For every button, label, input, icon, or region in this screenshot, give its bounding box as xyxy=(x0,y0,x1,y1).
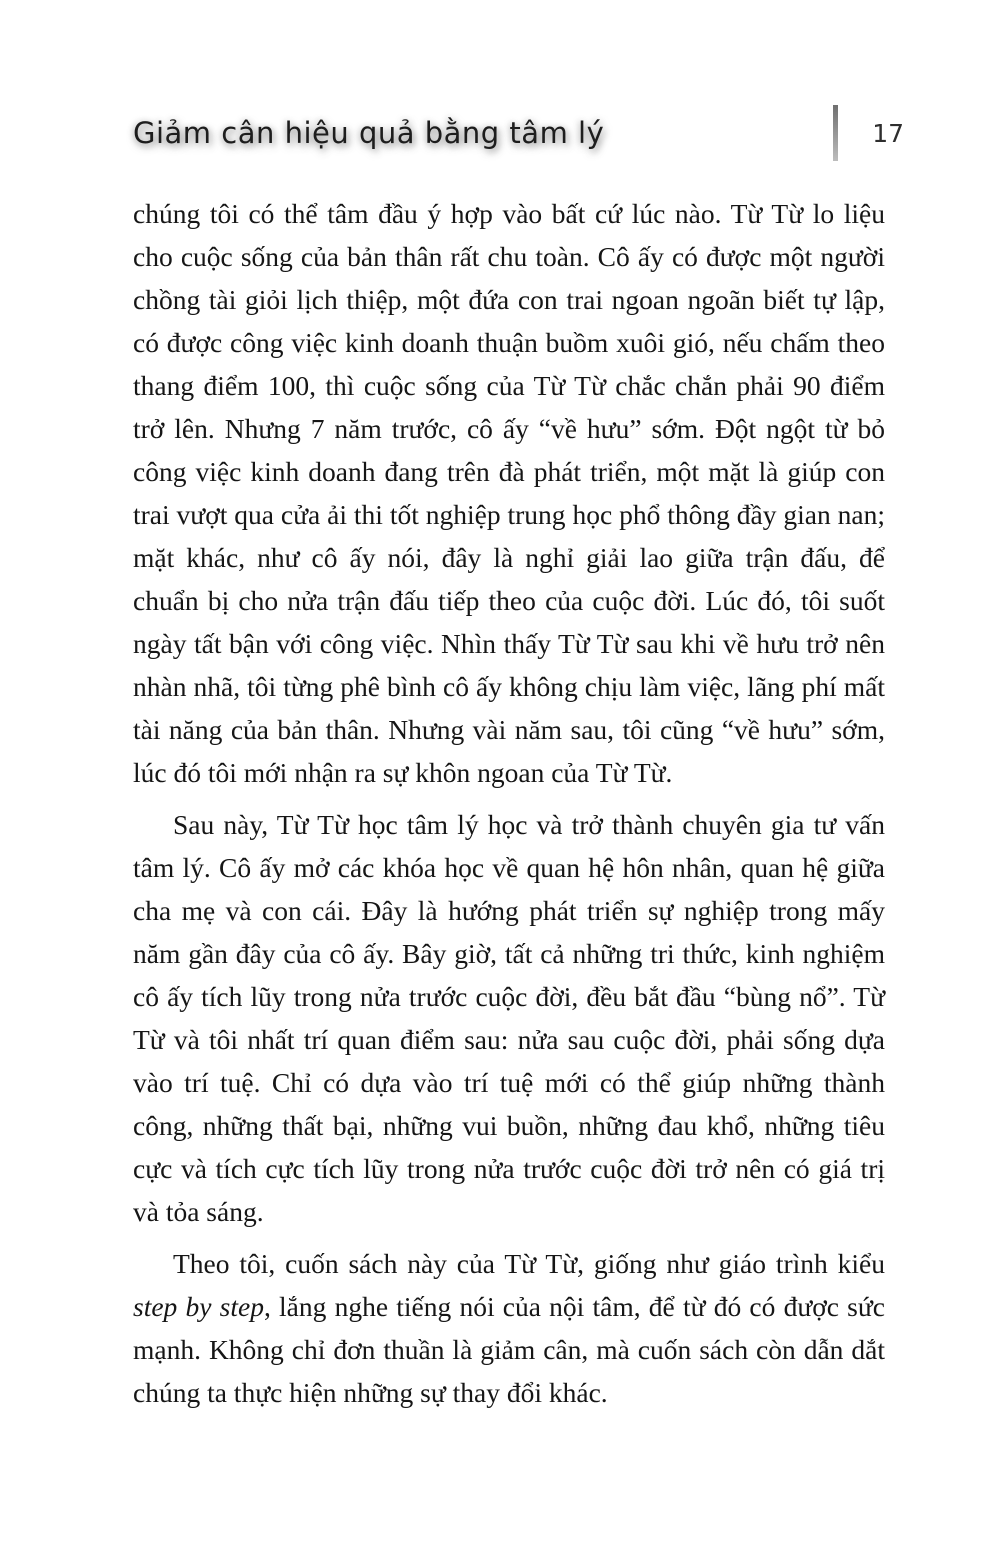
italic-text-segment: step by step xyxy=(133,1291,264,1322)
header-divider-bar xyxy=(833,105,838,161)
paragraph xyxy=(133,1242,885,1414)
running-head-title: Giảm cân hiệu quả bằng tâm lý xyxy=(133,116,605,150)
page-number-group xyxy=(833,104,904,162)
text-segment: chúng tôi có thể tâm đầu ý hợp vào bất cứ lúc nào. Từ Từ lo liệu cho cuộc sống của bản thân rất chu toàn. Cô ấy có được một người chồng tài giỏi lịch thiệp, một đứa con trai ngoan ngoãn biết tự lập, có được công việc kinh doanh thuận buồm xuôi gió, nếu chấm theo thang điểm 100, thì cuộc sống của Từ Từ chắc chắn phải 90 điểm trở lên. Nhưng 7 năm trước, cô ấy “về hưu” sớm. Đột ngột từ bỏ công việc kinh doanh đang trên đà phát triển, một mặt là giúp con trai vượt qua cửa ải thi tốt nghiệp trung học phổ thông đầy gian nan; mặt khác, như cô ấy nói, đây là nghỉ giải lao giữa trận đấu, để chuẩn bị cho nửa trận đấu tiếp theo của cuộc đời. Lúc đó, tôi suốt ngày tất bận với công việc. Nhìn thấy Từ Từ sau khi về hưu trở nên nhàn nhã, tôi từng phê bình cô ấy không chịu làm việc, lãng phí mất tài năng của bản thân. Nhưng vài năm sau, tôi cũng “về hưu” sớm, lúc đó tôi mới nhận ra sự khôn ngoan của Từ Từ. xyxy=(133,198,885,788)
body-text xyxy=(133,192,885,1423)
text-segment: , lắng nghe tiếng nói của nội tâm, để từ đó có được sức mạnh. Không chỉ đơn thuần là giảm cân, mà cuốn sách còn dẫn dắt chúng ta thực hiện những sự thay đổi khác. xyxy=(133,1291,885,1408)
paragraph xyxy=(133,803,885,1233)
text-segment: Theo tôi, cuốn sách này của Từ Từ, giống như giáo trình kiểu xyxy=(173,1248,885,1279)
page-header xyxy=(133,104,904,162)
paragraph xyxy=(133,192,885,794)
page-number: 17 xyxy=(872,118,904,148)
text-segment: Sau này, Từ Từ học tâm lý học và trở thành chuyên gia tư vấn tâm lý. Cô ấy mở các khóa học về quan hệ hôn nhân, quan hệ giữa cha mẹ và con cái. Đây là hướng phát triển sự nghiệp trong mấy năm gần đây của cô ấy. Bây giờ, tất cả những tri thức, kinh nghiệm cô ấy tích lũy trong nửa trước cuộc đời, đều bắt đầu “bùng nổ”. Từ Từ và tôi nhất trí quan điểm sau: nửa sau cuộc đời, phải sống dựa vào trí tuệ. Chỉ có dựa vào trí tuệ mới có thể giúp những thành công, những thất bại, những vui buồn, những đau khổ, những tiêu cực và tích cực tích lũy trong nửa trước cuộc đời trở nên có giá trị và tỏa sáng. xyxy=(133,809,885,1227)
